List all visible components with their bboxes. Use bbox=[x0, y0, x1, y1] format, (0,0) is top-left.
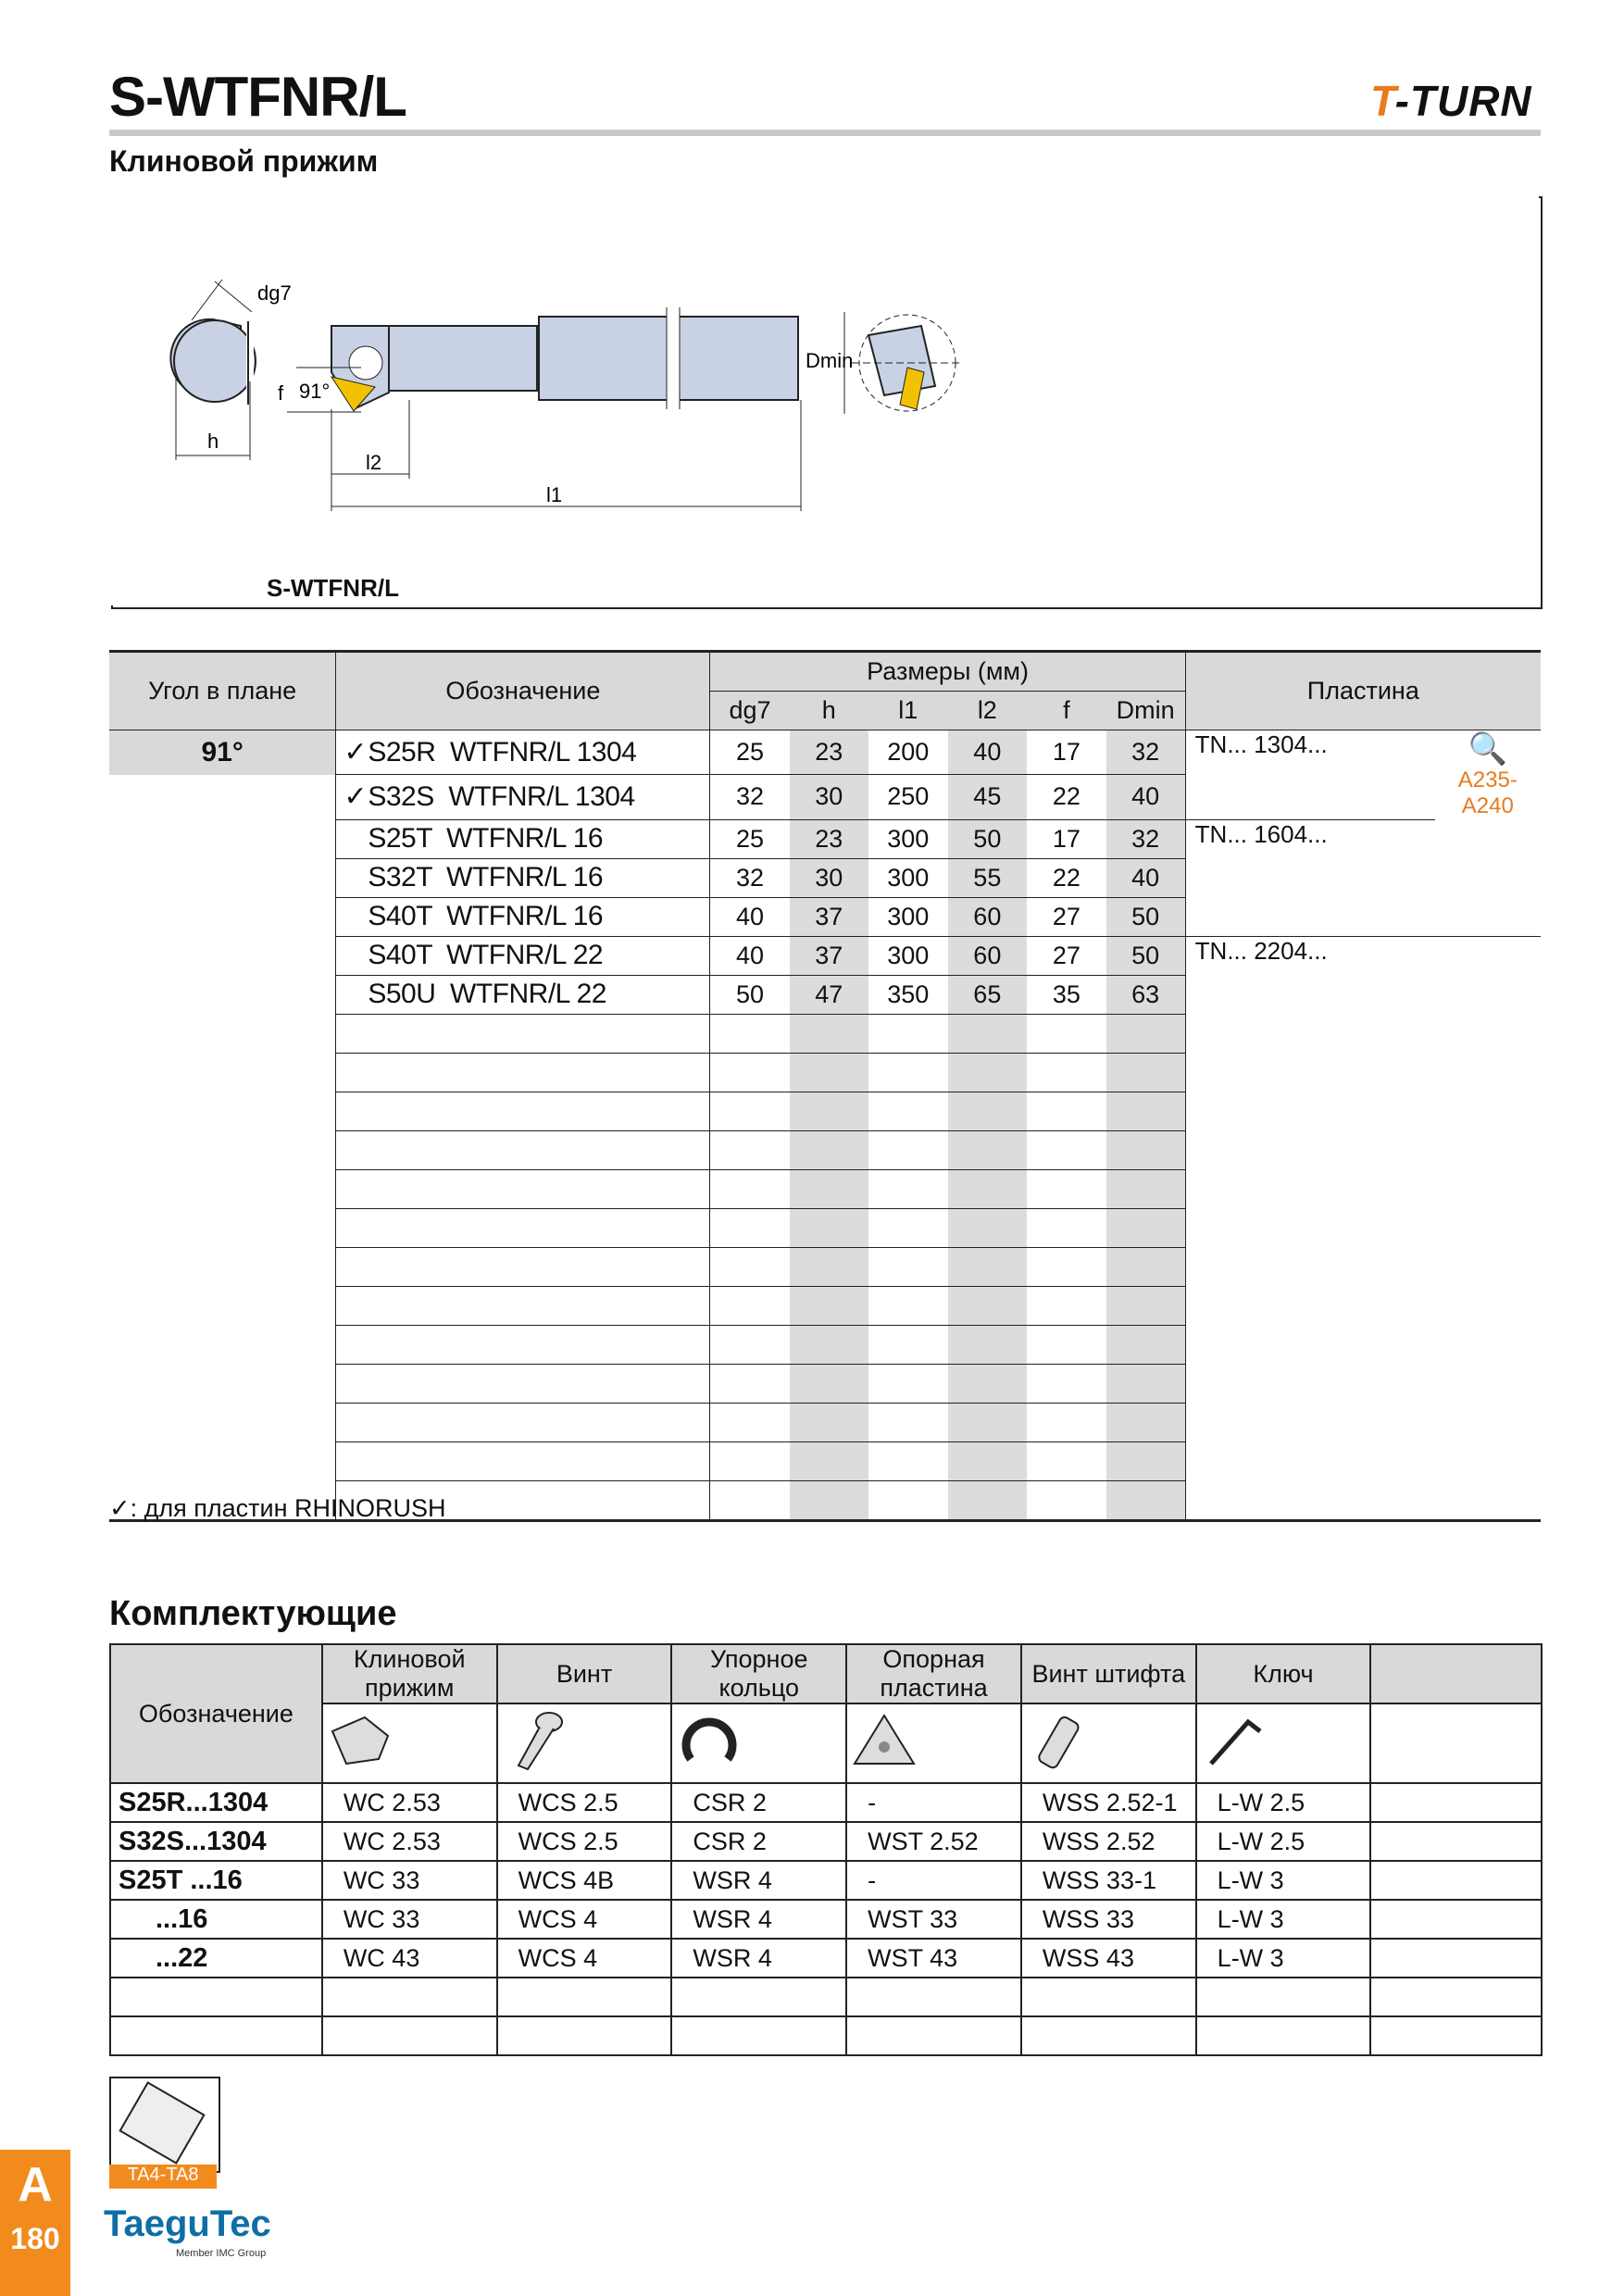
dim-value bbox=[790, 1364, 869, 1403]
dim-value: 40 bbox=[1106, 775, 1186, 819]
table-row bbox=[110, 1978, 1542, 2016]
header-designation: Обозначение bbox=[336, 652, 710, 730]
designation bbox=[336, 975, 710, 1014]
dim-value bbox=[868, 1441, 948, 1480]
dim-value bbox=[1106, 1325, 1186, 1364]
dim-value: 300 bbox=[868, 819, 948, 858]
dim-value bbox=[1106, 1092, 1186, 1130]
dim-value bbox=[1106, 1130, 1186, 1169]
designation bbox=[336, 1014, 710, 1053]
dim-value bbox=[1027, 1286, 1106, 1325]
dim-value bbox=[868, 1169, 948, 1208]
acc-part: WSS 43 bbox=[1021, 1939, 1196, 1978]
dim-value: 50 bbox=[948, 819, 1028, 858]
designation bbox=[336, 1403, 710, 1441]
acc-designation: ...22 bbox=[110, 1939, 322, 1978]
header-angle: Угол в плане bbox=[109, 652, 336, 730]
designation bbox=[336, 1286, 710, 1325]
dim-value: 40 bbox=[710, 936, 790, 975]
dim-value bbox=[710, 1403, 790, 1441]
table-row bbox=[110, 1939, 1542, 1978]
dg7-label: dg7 bbox=[257, 281, 292, 305]
dim-value: 300 bbox=[868, 936, 948, 975]
acc-part: WST 2.52 bbox=[846, 1822, 1021, 1861]
dim-value bbox=[868, 1325, 948, 1364]
acc-part bbox=[1370, 1822, 1542, 1861]
acc-part: WSS 2.52 bbox=[1021, 1822, 1196, 1861]
designation bbox=[336, 1364, 710, 1403]
section-letter: A bbox=[18, 2158, 53, 2212]
acc-part: WCS 4 bbox=[497, 1900, 672, 1939]
dim-value: 47 bbox=[790, 975, 869, 1014]
table-row bbox=[110, 1861, 1542, 1900]
acc-part: WSS 33 bbox=[1021, 1900, 1196, 1939]
dim-value bbox=[710, 1169, 790, 1208]
dim-value bbox=[948, 1130, 1028, 1169]
ring-icon bbox=[671, 1703, 846, 1783]
dim-header: h bbox=[790, 692, 869, 730]
dim-value bbox=[790, 1208, 869, 1247]
table-row bbox=[110, 1783, 1542, 1822]
acc-part: CSR 2 bbox=[671, 1783, 846, 1822]
acc-designation: ...16 bbox=[110, 1900, 322, 1939]
dim-header: dg7 bbox=[710, 692, 790, 730]
table-row bbox=[109, 936, 1541, 975]
dim-value bbox=[710, 1014, 790, 1053]
dim-value: 32 bbox=[710, 775, 790, 819]
table-row bbox=[110, 1900, 1542, 1939]
acc-part: WC 2.53 bbox=[322, 1822, 497, 1861]
angle-value: 91° bbox=[109, 730, 336, 775]
dim-value: 250 bbox=[868, 775, 948, 819]
rhinorush-check-icon: ✓ bbox=[344, 781, 367, 813]
dim-value: 45 bbox=[948, 775, 1028, 819]
dim-value: 37 bbox=[790, 936, 869, 975]
acc-part: WSR 4 bbox=[671, 1900, 846, 1939]
designation bbox=[336, 1053, 710, 1092]
rhinorush-check-icon: ✓ bbox=[344, 737, 367, 768]
acc-part: CSR 2 bbox=[671, 1822, 846, 1861]
dim-value bbox=[1106, 1014, 1186, 1053]
acc-part: WCS 4 bbox=[497, 1939, 672, 1978]
designation bbox=[336, 1441, 710, 1480]
designation-text: S32T WTFNR/L 16 bbox=[368, 862, 604, 892]
acc-part bbox=[1370, 1900, 1542, 1939]
magnifier-doc-icon: 🔍 bbox=[1468, 731, 1507, 767]
designation-text: S40T WTFNR/L 22 bbox=[368, 940, 604, 970]
dim-value bbox=[710, 1053, 790, 1092]
dim-value: 55 bbox=[948, 858, 1028, 897]
dim-value bbox=[868, 1364, 948, 1403]
acc-part: WST 33 bbox=[846, 1900, 1021, 1939]
dim-value bbox=[1027, 1130, 1106, 1169]
acc-part: - bbox=[846, 1861, 1021, 1900]
acc-header-wedge: Клиновой прижим bbox=[322, 1644, 497, 1703]
table-row bbox=[109, 730, 1541, 775]
accessories-title: Комплектующие bbox=[109, 1594, 397, 1633]
dim-value bbox=[790, 1480, 869, 1520]
guide-ref[interactable]: TA4-TA8 bbox=[109, 2165, 217, 2189]
designation-text: S32S WTFNR/L 1304 bbox=[368, 781, 635, 813]
dim-value bbox=[868, 1053, 948, 1092]
acc-header-ring: Упорное кольцо bbox=[671, 1644, 846, 1703]
key-icon bbox=[1196, 1703, 1371, 1783]
acc-part: - bbox=[846, 1783, 1021, 1822]
dim-value bbox=[868, 1480, 948, 1520]
dim-value: 30 bbox=[790, 858, 869, 897]
dim-value bbox=[710, 1130, 790, 1169]
dim-value: 50 bbox=[1106, 936, 1186, 975]
dim-value bbox=[1106, 1053, 1186, 1092]
acc-part: WSS 2.52-1 bbox=[1021, 1783, 1196, 1822]
designation-text: S25R WTFNR/L 1304 bbox=[368, 737, 637, 768]
dim-value bbox=[1106, 1169, 1186, 1208]
dim-value: 40 bbox=[710, 897, 790, 936]
acc-part bbox=[1370, 1861, 1542, 1900]
dim-value bbox=[1106, 1364, 1186, 1403]
dim-value: 350 bbox=[868, 975, 948, 1014]
dim-value bbox=[948, 1247, 1028, 1286]
diagram-caption: S-WTFNR/L bbox=[267, 574, 399, 602]
dim-value bbox=[868, 1014, 948, 1053]
dim-value: 22 bbox=[1027, 858, 1106, 897]
dim-value bbox=[1106, 1480, 1186, 1520]
acc-part: L-W 2.5 bbox=[1196, 1822, 1371, 1861]
dmin-label: Dmin bbox=[806, 349, 854, 372]
dim-value bbox=[1106, 1403, 1186, 1441]
insert-type: TN... 1604... bbox=[1185, 819, 1541, 936]
dim-value bbox=[1027, 1441, 1106, 1480]
dim-value bbox=[868, 1092, 948, 1130]
dim-value bbox=[1027, 1014, 1106, 1053]
dim-value bbox=[1106, 1208, 1186, 1247]
pin-screw-icon bbox=[1021, 1703, 1196, 1783]
acc-part: WC 33 bbox=[322, 1900, 497, 1939]
designation bbox=[336, 936, 710, 975]
l2-label: l2 bbox=[366, 451, 382, 474]
acc-part bbox=[1370, 1783, 1542, 1822]
dim-value bbox=[710, 1247, 790, 1286]
dim-value bbox=[710, 1441, 790, 1480]
h-label: h bbox=[207, 430, 219, 453]
tool-drawing bbox=[111, 196, 1539, 605]
dim-value bbox=[948, 1053, 1028, 1092]
acc-part: L-W 3 bbox=[1196, 1939, 1371, 1978]
dim-value: 37 bbox=[790, 897, 869, 936]
dim-value: 23 bbox=[790, 819, 869, 858]
dim-value bbox=[790, 1247, 869, 1286]
dim-value: 63 bbox=[1106, 975, 1186, 1014]
acc-header-key: Ключ bbox=[1196, 1644, 1371, 1703]
page-subtitle: Клиновой прижим bbox=[109, 144, 379, 178]
designation-text: S25T WTFNR/L 16 bbox=[368, 823, 604, 854]
dim-value: 32 bbox=[1106, 819, 1186, 858]
acc-part: WC 43 bbox=[322, 1939, 497, 1978]
acc-part: WCS 2.5 bbox=[497, 1822, 672, 1861]
dim-value bbox=[948, 1480, 1028, 1520]
designation bbox=[336, 775, 710, 819]
dim-value bbox=[948, 1014, 1028, 1053]
dim-value bbox=[948, 1286, 1028, 1325]
designation bbox=[336, 819, 710, 858]
acc-designation: S25R...1304 bbox=[110, 1783, 322, 1822]
shim-icon bbox=[846, 1703, 1021, 1783]
dim-value bbox=[948, 1364, 1028, 1403]
dim-value bbox=[710, 1480, 790, 1520]
acc-header-blank bbox=[1370, 1644, 1542, 1703]
acc-part: WSR 4 bbox=[671, 1939, 846, 1978]
dim-value bbox=[868, 1403, 948, 1441]
dim-header: Dmin bbox=[1106, 692, 1186, 730]
dim-value bbox=[1027, 1247, 1106, 1286]
dim-header: l1 bbox=[868, 692, 948, 730]
acc-part: L-W 3 bbox=[1196, 1861, 1371, 1900]
page-number: 180 bbox=[10, 2222, 60, 2255]
dim-value: 17 bbox=[1027, 819, 1106, 858]
designation bbox=[336, 1130, 710, 1169]
acc-part: L-W 3 bbox=[1196, 1900, 1371, 1939]
dim-value bbox=[790, 1053, 869, 1092]
angle-label: 91° bbox=[299, 380, 331, 403]
designation bbox=[336, 1247, 710, 1286]
designation bbox=[336, 1325, 710, 1364]
acc-header-shim: Опорная пластина bbox=[846, 1644, 1021, 1703]
dim-value bbox=[710, 1286, 790, 1325]
dim-value bbox=[868, 1208, 948, 1247]
acc-part: WSS 33-1 bbox=[1021, 1861, 1196, 1900]
acc-header-screw: Винт bbox=[497, 1644, 672, 1703]
dim-value: 300 bbox=[868, 897, 948, 936]
dim-value bbox=[790, 1286, 869, 1325]
table-row bbox=[110, 2016, 1542, 2055]
dim-value bbox=[790, 1014, 869, 1053]
dim-value bbox=[868, 1247, 948, 1286]
dim-value bbox=[1027, 1325, 1106, 1364]
acc-part: WSR 4 bbox=[671, 1861, 846, 1900]
acc-header-pin-screw: Винт штифта bbox=[1021, 1644, 1196, 1703]
acc-part: WC 2.53 bbox=[322, 1783, 497, 1822]
dim-value: 30 bbox=[790, 775, 869, 819]
dim-header: f bbox=[1027, 692, 1106, 730]
designation bbox=[336, 730, 710, 775]
dim-value bbox=[1106, 1286, 1186, 1325]
dim-value bbox=[1027, 1364, 1106, 1403]
dim-value: 200 bbox=[868, 730, 948, 775]
dim-value bbox=[1027, 1053, 1106, 1092]
dim-value bbox=[790, 1092, 869, 1130]
accessories-table bbox=[109, 1643, 1543, 2056]
wedge-icon bbox=[322, 1703, 497, 1783]
dim-value bbox=[790, 1403, 869, 1441]
header-insert: Пластина bbox=[1185, 652, 1541, 730]
table-row bbox=[109, 819, 1541, 858]
page-title: S-WTFNR/L bbox=[109, 66, 406, 128]
l1-label: l1 bbox=[546, 483, 563, 506]
acc-part: L-W 2.5 bbox=[1196, 1783, 1371, 1822]
dim-value bbox=[1106, 1441, 1186, 1480]
dim-value: 23 bbox=[790, 730, 869, 775]
dim-value bbox=[948, 1208, 1028, 1247]
note-rhinorush: ✓: для пластин RHINORUSH bbox=[109, 1494, 446, 1522]
logo-subtitle: Member IMC Group bbox=[176, 2248, 267, 2259]
dim-value bbox=[790, 1169, 869, 1208]
dim-value: 50 bbox=[1106, 897, 1186, 936]
dim-value bbox=[948, 1169, 1028, 1208]
dim-value bbox=[710, 1208, 790, 1247]
main-table bbox=[109, 650, 1541, 1522]
insert-type: TN... 2204... bbox=[1185, 936, 1541, 1520]
dim-value: 22 bbox=[1027, 775, 1106, 819]
dim-value: 60 bbox=[948, 897, 1028, 936]
header-dimensions: Размеры (мм) bbox=[710, 652, 1185, 692]
dim-value: 60 bbox=[948, 936, 1028, 975]
technical-guide-icon[interactable] bbox=[109, 2077, 220, 2173]
dim-value: 40 bbox=[1106, 858, 1186, 897]
insert-reference-link[interactable]: 🔍 A235-A240 bbox=[1435, 730, 1541, 820]
designation bbox=[336, 1092, 710, 1130]
dim-value: 40 bbox=[948, 730, 1028, 775]
brand-logo: T-TURN bbox=[1370, 77, 1532, 125]
dim-value: 17 bbox=[1027, 730, 1106, 775]
dim-value bbox=[1027, 1092, 1106, 1130]
dim-value bbox=[710, 1364, 790, 1403]
designation bbox=[336, 1169, 710, 1208]
designation-text: S40T WTFNR/L 16 bbox=[368, 901, 604, 931]
dim-value bbox=[790, 1325, 869, 1364]
dim-value bbox=[1106, 1247, 1186, 1286]
dim-value bbox=[790, 1130, 869, 1169]
acc-part bbox=[1370, 1939, 1542, 1978]
dim-value: 27 bbox=[1027, 897, 1106, 936]
dim-value: 32 bbox=[1106, 730, 1186, 775]
dim-value bbox=[710, 1325, 790, 1364]
dim-value: 27 bbox=[1027, 936, 1106, 975]
dim-value bbox=[1027, 1208, 1106, 1247]
dim-value: 25 bbox=[710, 730, 790, 775]
acc-header-designation: Обозначение bbox=[110, 1644, 322, 1783]
dim-value bbox=[1027, 1480, 1106, 1520]
dim-value bbox=[948, 1441, 1028, 1480]
insert-type: TN... 1304... bbox=[1185, 730, 1434, 820]
dim-value: 300 bbox=[868, 858, 948, 897]
header-divider bbox=[109, 130, 1541, 136]
dim-value bbox=[948, 1092, 1028, 1130]
dim-header: l2 bbox=[948, 692, 1028, 730]
dim-value bbox=[948, 1403, 1028, 1441]
designation-text: S50U WTFNR/L 22 bbox=[368, 979, 606, 1009]
acc-part: WC 33 bbox=[322, 1861, 497, 1900]
acc-designation: S25T ...16 bbox=[110, 1861, 322, 1900]
acc-part: WST 43 bbox=[846, 1939, 1021, 1978]
designation bbox=[336, 858, 710, 897]
acc-part: WCS 2.5 bbox=[497, 1783, 672, 1822]
acc-part: WCS 4B bbox=[497, 1861, 672, 1900]
screw-icon bbox=[497, 1703, 672, 1783]
designation bbox=[336, 897, 710, 936]
f-label: f bbox=[278, 381, 284, 405]
dim-value: 65 bbox=[948, 975, 1028, 1014]
table-row bbox=[110, 1822, 1542, 1861]
dim-value: 25 bbox=[710, 819, 790, 858]
dim-value bbox=[790, 1441, 869, 1480]
dim-value: 35 bbox=[1027, 975, 1106, 1014]
dim-value bbox=[710, 1092, 790, 1130]
taegutec-logo: TaeguTec bbox=[104, 2203, 271, 2244]
dim-value bbox=[1027, 1403, 1106, 1441]
acc-designation: S32S...1304 bbox=[110, 1822, 322, 1861]
dim-value bbox=[868, 1286, 948, 1325]
dim-value bbox=[1027, 1169, 1106, 1208]
dim-value: 50 bbox=[710, 975, 790, 1014]
dim-value bbox=[948, 1325, 1028, 1364]
designation bbox=[336, 1208, 710, 1247]
dim-value bbox=[868, 1130, 948, 1169]
dim-value: 32 bbox=[710, 858, 790, 897]
